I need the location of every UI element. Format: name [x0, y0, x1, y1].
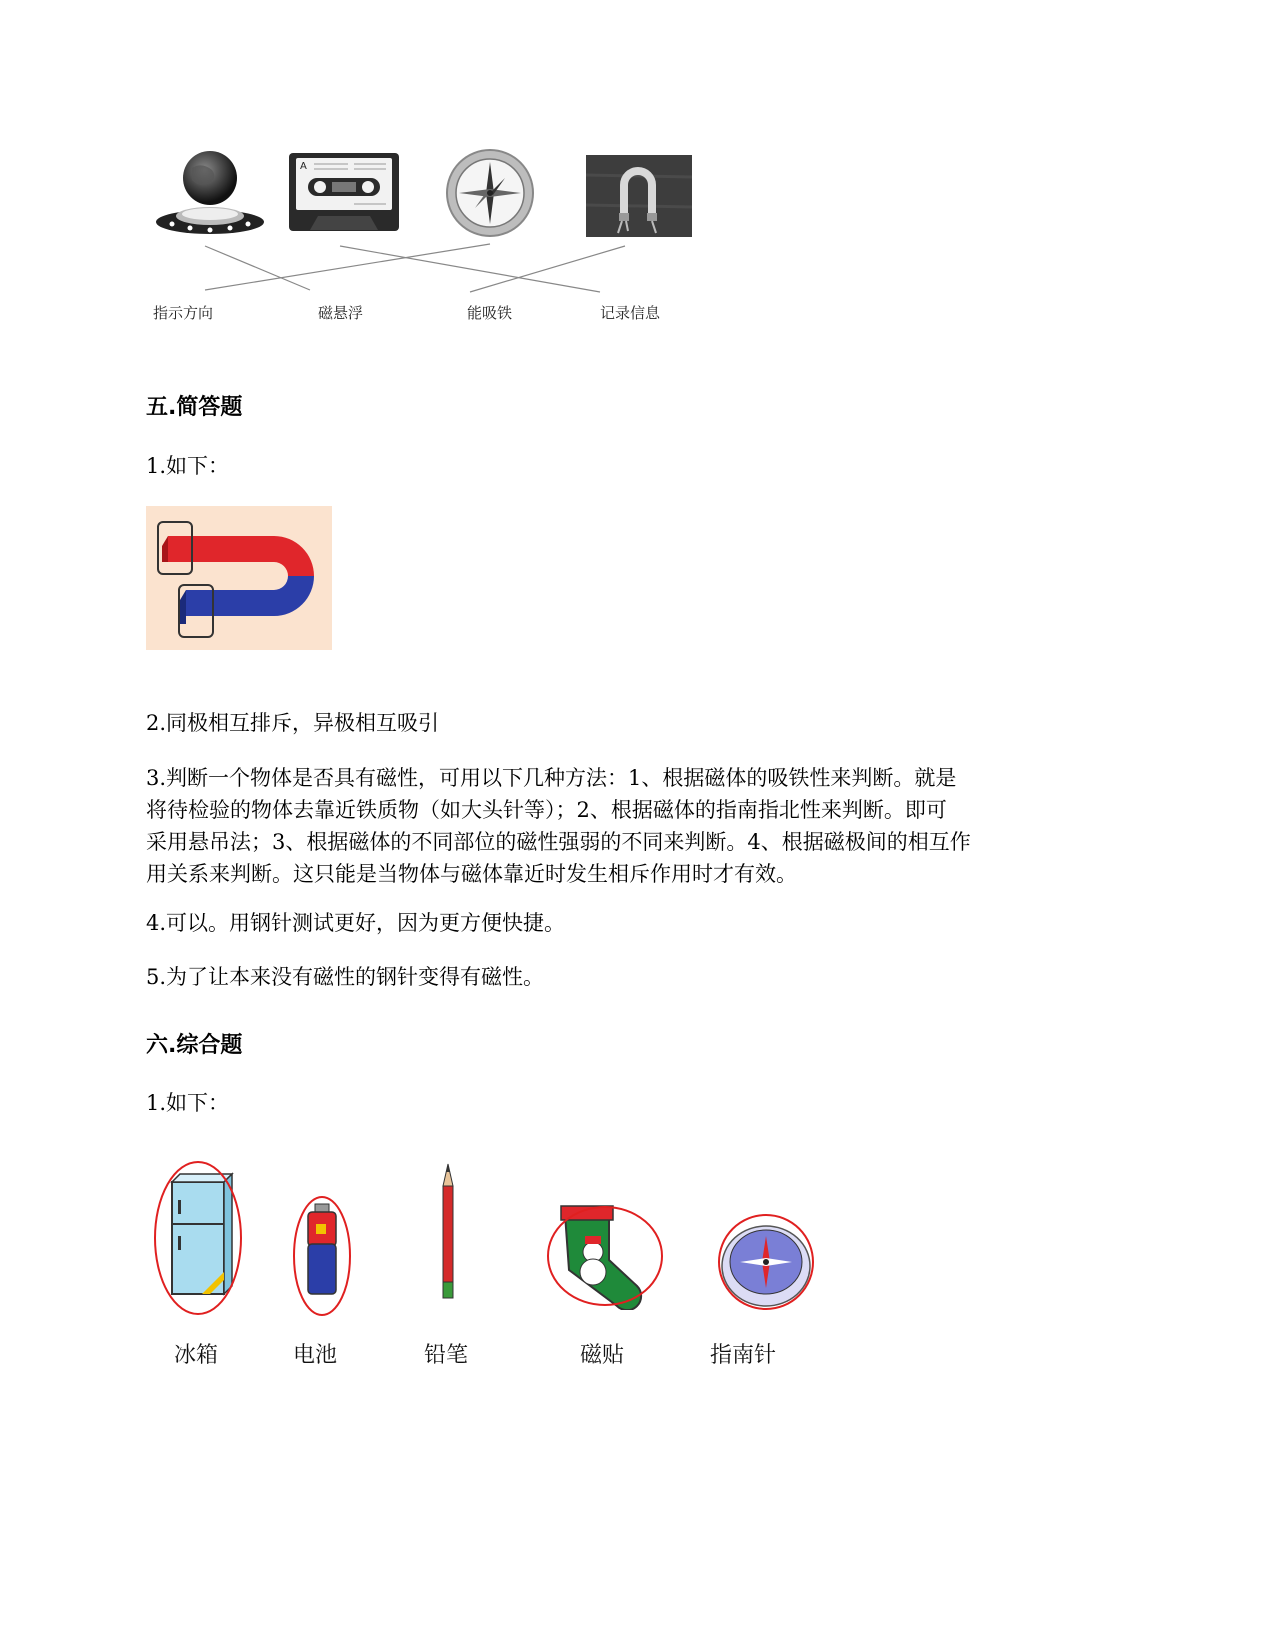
- compass-toy-image: [716, 1212, 816, 1312]
- s6-q1-text: 1.如下：: [146, 1091, 230, 1115]
- levitating-globe-image: [150, 150, 270, 240]
- svg-text:A: A: [300, 161, 307, 172]
- s5-q3-line: 3.判断一个物体是否具有磁性，可用以下几种方法：1、根据磁体的吸铁性来判断。就是: [146, 766, 957, 790]
- item-label-battery: 电池: [292, 1343, 337, 1368]
- match-label-levitation: 磁悬浮: [318, 304, 364, 322]
- s5-q3-line: 将待检验的物体去靠近铁质物（如大头针等）；2、根据磁体的指南指北性来判断。即可: [146, 798, 947, 822]
- match-label-direction: 指示方向: [153, 304, 214, 322]
- section-5-title: 五.简答题: [146, 395, 243, 420]
- section-6-title: 六.综合题: [146, 1033, 243, 1058]
- battery-image: [292, 1194, 352, 1320]
- s5-q5-text: 5.为了让本来没有磁性的钢针变得有磁性。: [146, 965, 545, 989]
- item-label-magnet-sticker: 磁贴: [579, 1343, 624, 1368]
- compass-image: [445, 148, 535, 238]
- horseshoe-magnet-image: [586, 155, 692, 237]
- cassette-tape-image: [288, 152, 400, 232]
- matching-figure: [150, 140, 710, 340]
- matching-lines: [150, 240, 710, 300]
- item-label-compass: 指南针: [709, 1343, 776, 1368]
- match-label-attract-iron: 能吸铁: [467, 304, 513, 322]
- s5-q4-text: 4.可以。用钢针测试更好，因为更方便快捷。: [146, 911, 566, 935]
- horseshoe-magnet-poles-image: [146, 506, 332, 650]
- match-label-record-info: 记录信息: [600, 304, 661, 322]
- s5-q3-line: 用关系来判断。这只能是当物体与磁体靠近时发生相斥作用时才有效。: [146, 862, 797, 886]
- item-label-fridge: 冰箱: [173, 1343, 218, 1368]
- s5-q3-text: [146, 762, 1146, 890]
- s5-q1-text: 1.如下：: [146, 454, 230, 478]
- magnet-sticker-image: [545, 1200, 665, 1310]
- pencil-image: [436, 1162, 460, 1304]
- item-label-pencil: 铅笔: [423, 1343, 468, 1368]
- s5-q2-text: 2.同极相互排斥，异极相互吸引: [146, 711, 440, 735]
- s5-q3-line: 采用悬吊法；3、根据磁体的不同部位的磁性强弱的不同来判断。4、根据磁极间的相互作: [146, 830, 971, 854]
- fridge-image: [152, 1160, 244, 1320]
